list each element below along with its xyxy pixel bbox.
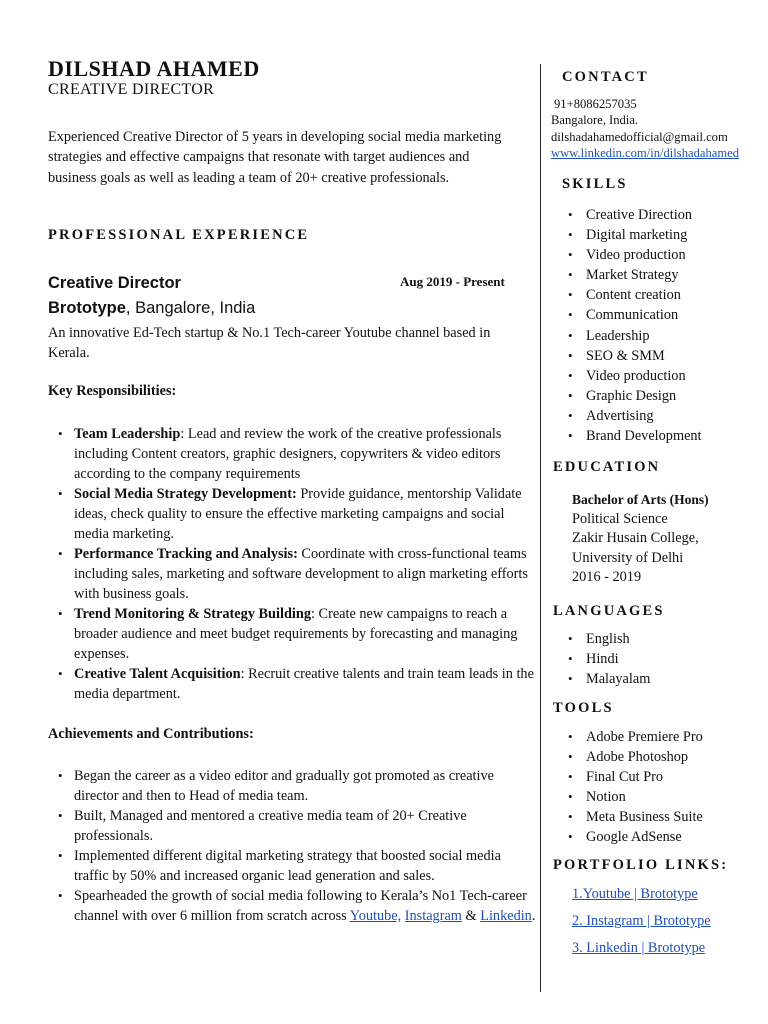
- list-item: • Communication: [568, 305, 702, 325]
- period: .: [531, 908, 536, 924]
- responsibility-text: : Recruit creative talents and train team leads in the media department.: [74, 666, 534, 702]
- list-item: • Advertising: [568, 406, 702, 426]
- responsibility-title: Performance Tracking and Analysis:: [74, 546, 298, 562]
- list-item: [48, 886, 538, 926]
- experience-heading: PROFESSIONAL EXPERIENCE: [48, 227, 310, 243]
- list-item: • Leadership: [568, 326, 702, 346]
- instagram-link[interactable]: Instagram: [404, 908, 462, 924]
- achievements-heading: Achievements and Contributions:: [48, 726, 254, 742]
- education-degree: Bachelor of Arts (Hons): [572, 492, 709, 507]
- list-item: [48, 484, 538, 544]
- responsibility-text: Coordinate with cross-functional teams including sales, marketing and software development to align marketing efforts with business goals.: [74, 546, 528, 602]
- job-date: Aug 2019 - Present: [400, 274, 505, 289]
- tools-heading: TOOLS: [553, 700, 614, 716]
- list-item: • SEO & SMM: [568, 346, 702, 366]
- list-item: • Adobe Photoshop: [568, 747, 703, 767]
- list-item: • Digital marketing: [568, 225, 702, 245]
- list-item: • Creative Direction: [568, 205, 702, 225]
- list-item: • Final Cut Pro: [568, 767, 703, 787]
- list-item: • Implemented different digital marketing strategy that boosted social media traffic by 50% and increased organic lead generation and sales.: [48, 846, 538, 886]
- contact-address: Bangalore, India.: [551, 113, 639, 127]
- responsibility-title: Trend Monitoring & Strategy Building: [74, 606, 311, 622]
- tools-list: [568, 727, 703, 848]
- list-item: • Brand Development: [568, 426, 702, 446]
- responsibility-text: : Create new campaigns to reach a broader audience and meet budget requirements by forecasting and managing expenses.: [74, 606, 518, 662]
- responsibility-title: Creative Talent Acquisition: [74, 666, 241, 682]
- linkedin-link[interactable]: Linkedin: [480, 908, 532, 924]
- skills-heading: SKILLS: [562, 176, 628, 192]
- portfolio-youtube-link[interactable]: 1.Youtube | Brototype: [572, 886, 698, 902]
- youtube-link[interactable]: Youtube,: [349, 908, 402, 924]
- responsibility-title: Social Media Strategy Development:: [74, 486, 297, 502]
- achievements-list: [48, 766, 538, 926]
- contact-linkedin-link[interactable]: www.linkedin.com/in/dilshadahamed: [551, 146, 740, 160]
- profile-summary: Experienced Creative Director of 5 years in developing social media marketing strategies and effective campaigns that resonate with target audiences and business goals as well as leading a team of 20+ creative professionals.: [48, 129, 502, 186]
- list-item: • English: [568, 629, 650, 649]
- list-item: • Hindi: [568, 649, 650, 669]
- list-item: • Began the career as a video editor and gradually got promoted as creative director and then to Head of media team.: [48, 766, 538, 806]
- education-college: Zakir Husain College,: [572, 530, 699, 547]
- portfolio-heading: PORTFOLIO LINKS:: [553, 857, 729, 873]
- list-item: • Meta Business Suite: [568, 807, 703, 827]
- responsibility-text: : Lead and review the work of the creative professionals including Content creators, graphic designers, copywriters & video editors according to the company requirements: [74, 426, 502, 482]
- portfolio-linkedin-link[interactable]: 3. Linkedin | Brototype: [572, 940, 706, 956]
- list-item: • Google AdSense: [568, 827, 703, 847]
- list-item: [48, 604, 538, 664]
- list-item: • Built, Managed and mentored a creative media team of 20+ Creative professionals.: [48, 806, 538, 846]
- contact-phone: 91+8086257035: [554, 97, 637, 111]
- list-item: • Content creation: [568, 285, 702, 305]
- responsibility-title: Team Leadership: [74, 426, 181, 442]
- list-item: [48, 664, 538, 704]
- company-description: An innovative Ed-Tech startup & No.1 Tech-career Youtube channel based in Kerala.: [48, 325, 491, 362]
- languages-list: [568, 629, 650, 689]
- list-item: [48, 424, 538, 484]
- education-years: 2016 - 2019: [572, 569, 642, 586]
- list-item: • Malayalam: [568, 669, 650, 689]
- responsibility-text: Provide guidance, mentorship Validate ideas, check quality to ensure the effective marketing campaigns and social media marketing.: [74, 486, 522, 542]
- candidate-name: DILSHAD AHAMED: [48, 56, 260, 81]
- ampersand: &: [461, 908, 481, 924]
- education-heading: EDUCATION: [553, 459, 661, 475]
- education-university: University of Delhi: [572, 549, 684, 566]
- list-item: • Graphic Design: [568, 386, 702, 406]
- responsibilities-heading: Key Responsibilities:: [48, 383, 177, 399]
- company-location: , Bangalore, India: [125, 299, 256, 317]
- languages-heading: LANGUAGES: [553, 603, 665, 619]
- company-name: Brototype: [48, 299, 126, 317]
- education-block: [572, 490, 709, 588]
- achievement-text: Spearheaded the growth of social media following to Kerala’s No1 Tech-career channel with over 6 million from scratch across: [74, 888, 527, 924]
- company-line: [48, 299, 255, 318]
- contact-heading: CONTACT: [562, 69, 649, 85]
- responsibilities-list: [48, 424, 538, 704]
- portfolio-instagram-link[interactable]: 2. Instagram | Brototype: [572, 913, 711, 929]
- list-item: • Notion: [568, 787, 703, 807]
- candidate-role: CREATIVE DIRECTOR: [48, 81, 215, 98]
- contact-email[interactable]: dilshadahamedofficial@gmail.com: [551, 130, 728, 144]
- column-divider: [540, 64, 541, 992]
- skills-list: [568, 205, 702, 446]
- education-field: Political Science: [572, 510, 668, 527]
- list-item: • Market Strategy: [568, 265, 702, 285]
- job-title: Creative Director: [48, 274, 181, 292]
- list-item: [48, 544, 538, 604]
- list-item: • Adobe Premiere Pro: [568, 727, 703, 747]
- list-item: • Video production: [568, 366, 702, 386]
- list-item: • Video production: [568, 245, 702, 265]
